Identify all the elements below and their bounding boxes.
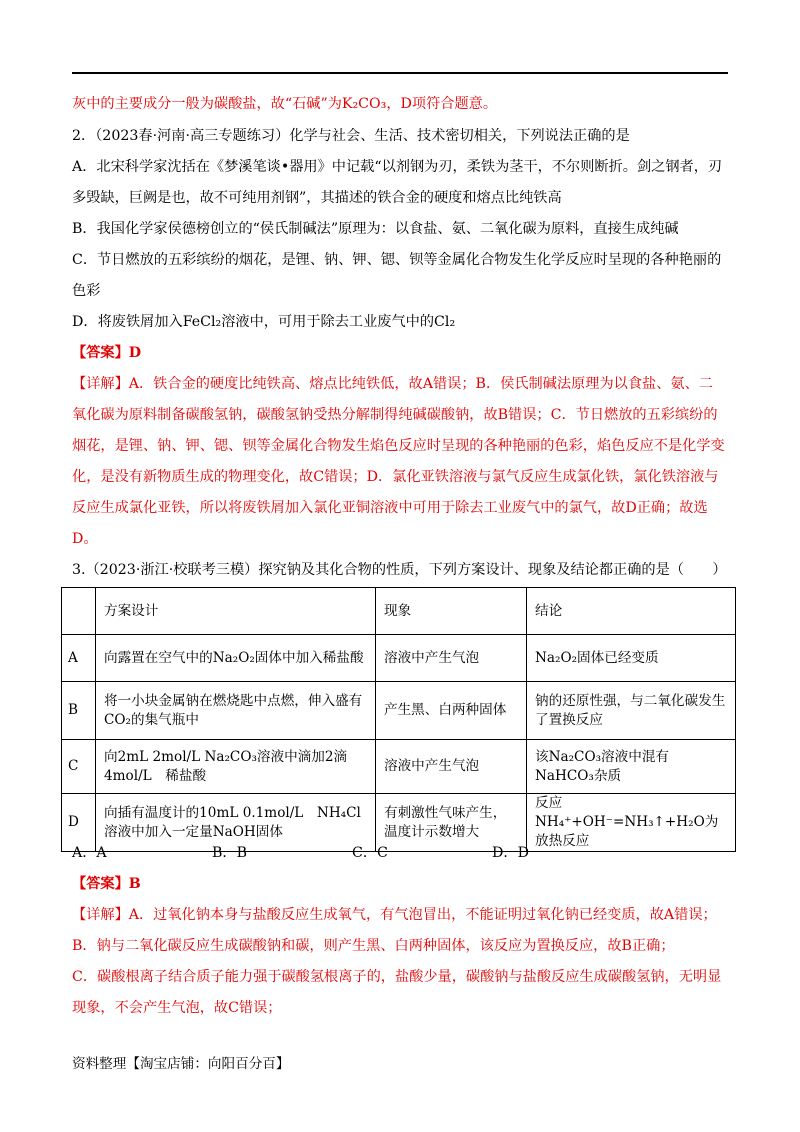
q3-stem: 3.（2023·浙江·校联考三模）探究钠及其化合物的性质，下列方案设计、现象及结论都正确的是（ ） [72, 562, 727, 578]
design-cell: 将一小块金属钠在燃烧匙中点燃，伸入盛有CO₂的集气瓶中 [96, 682, 376, 740]
q2-explain-line: 化，是没有新物质生成的物理变化，故C错误；D．氯化亚铁溶液与氯气反应生成氯化铁，氯化铁溶液与 [72, 469, 719, 485]
q2-option-c-line2: 色彩 [72, 283, 101, 299]
design-cell: 向2mL 2mol/L Na₂CO₃溶液中滴加2滴4mol/L 稀盐酸 [96, 740, 376, 794]
q2-option-c-line1: C．节日燃放的五彩缤纷的烟花，是锂、钠、钾、锶、钡等金属化合物发生化学反应时呈现的各种艳丽的 [72, 252, 722, 268]
q2-explain-line: 烟花，是锂、钠、钾、锶、钡等金属化合物发生焰色反应时呈现的各种艳丽的色彩，焰色反应不是化学变 [72, 438, 725, 454]
header-cell: 方案设计 [96, 588, 376, 635]
phenomenon-cell: 产生黑、白两种固体 [376, 682, 527, 740]
q2-explain-line: 氧化碳为原料制备碳酸氢钠，碳酸氢钠受热分解制得纯碱碳酸钠，故B错误；C．节日燃放的五彩缤纷的 [72, 407, 718, 423]
row-id: D [62, 794, 96, 852]
intro-line: 灰中的主要成分一般为碳酸盐，故“石碱”为K₂CO₃，D项符合题意。 [72, 96, 498, 112]
row-id: A [62, 635, 96, 682]
row-id: C [62, 740, 96, 794]
conclusion-cell: 反应NH₄⁺+OH⁻=NH₃↑+H₂O为放热反应 [527, 794, 736, 852]
q2-option-d: D．将废铁屑加入FeCl₂溶液中，可用于除去工业废气中的Cl₂ [72, 314, 456, 330]
design-cell: 向露置在空气中的Na₂O₂固体中加入稀盐酸 [96, 635, 376, 682]
q2-stem: 2．（2023春·河南·高三专题练习）化学与社会、生活、技术密切相关，下列说法正确的是 [72, 128, 630, 144]
phenomenon-cell: 溶液中产生气泡 [376, 635, 527, 682]
q3-explain-line: 【详解】A．过氧化钠本身与盐酸反应生成氧气，有气泡冒出，不能证明过氧化钠已经变质，故A错误； [72, 907, 717, 923]
q3-option-c: C．C [352, 845, 388, 861]
header-cell: 结论 [527, 588, 736, 635]
phenomenon-cell: 溶液中产生气泡 [376, 740, 527, 794]
q3-options [72, 843, 728, 863]
table-header-row [62, 588, 736, 635]
row-id: B [62, 682, 96, 740]
phenomenon-cell: 有刺激性气味产生，温度计示数增大 [376, 794, 527, 852]
q2-option-a-line2: 多毁缺，巨阙是也，故不可纯用剂钢”，其描述的铁合金的硬度和熔点比纯铁高 [72, 190, 562, 206]
q2-option-a-line1: A．北宋科学家沈括在《梦溪笔谈•器用》中记载“以剂钢为刃，柔铁为茎干，不尔则断折。剑之钢者，刃 [72, 159, 723, 175]
q2-answer: 【答案】D [72, 345, 142, 361]
table-row [62, 740, 736, 794]
header-cell: 现象 [376, 588, 527, 635]
conclusion-cell: 钠的还原性强，与二氧化碳发生了置换反应 [527, 682, 736, 740]
q3-option-d: D．D [492, 845, 529, 861]
header-cell [62, 588, 96, 635]
conclusion-cell: 该Na₂CO₃溶液中混有NaHCO₃杂质 [527, 740, 736, 794]
q2-explain-line: 反应生成氯化亚铁，所以将废铁屑加入氯化亚铜溶液中可用于除去工业废气中的氯气，故D正确；故选 [72, 500, 708, 516]
q3-explain-line: B．钠与二氧化碳反应生成碳酸钠和碳，则产生黑、白两种固体，该反应为置换反应，故B正确； [72, 938, 675, 954]
footer-text: 资料整理【淘宝店铺：向阳百分百】 [72, 1056, 290, 1072]
conclusion-cell: Na₂O₂固体已经变质 [527, 635, 736, 682]
q3-option-a: A．A [72, 845, 107, 861]
q3-explain-line: 现象，不会产生气泡，故C错误； [72, 1000, 282, 1016]
q2-explain-line: 【详解】A．铁合金的硬度比纯铁高、熔点比纯铁低，故A错误；B．侯氏制碱法原理为以食盐、氨、二 [72, 376, 713, 392]
q2-explain-line: D。 [72, 531, 98, 547]
design-cell: 向插有温度计的10mL 0.1mol/L NH₄Cl溶液中加入一定量NaOH固体 [96, 794, 376, 852]
q3-explain-line: C．碳酸根离子结合质子能力强于碳酸氢根离子的，盐酸少量，碳酸钠与盐酸反应生成碳酸氢钠，无明显 [72, 969, 722, 985]
q3-table [61, 587, 736, 852]
header-rule [72, 72, 728, 74]
table-row [62, 635, 736, 682]
table-row [62, 682, 736, 740]
q3-answer: 【答案】B [72, 876, 141, 892]
q3-option-b: B．B [212, 845, 248, 861]
q2-option-b: B．我国化学家侯德榜创立的“侯氏制碱法”原理为：以食盐、氨、二氧化碳为原料，直接生成纯碱 [72, 221, 679, 237]
